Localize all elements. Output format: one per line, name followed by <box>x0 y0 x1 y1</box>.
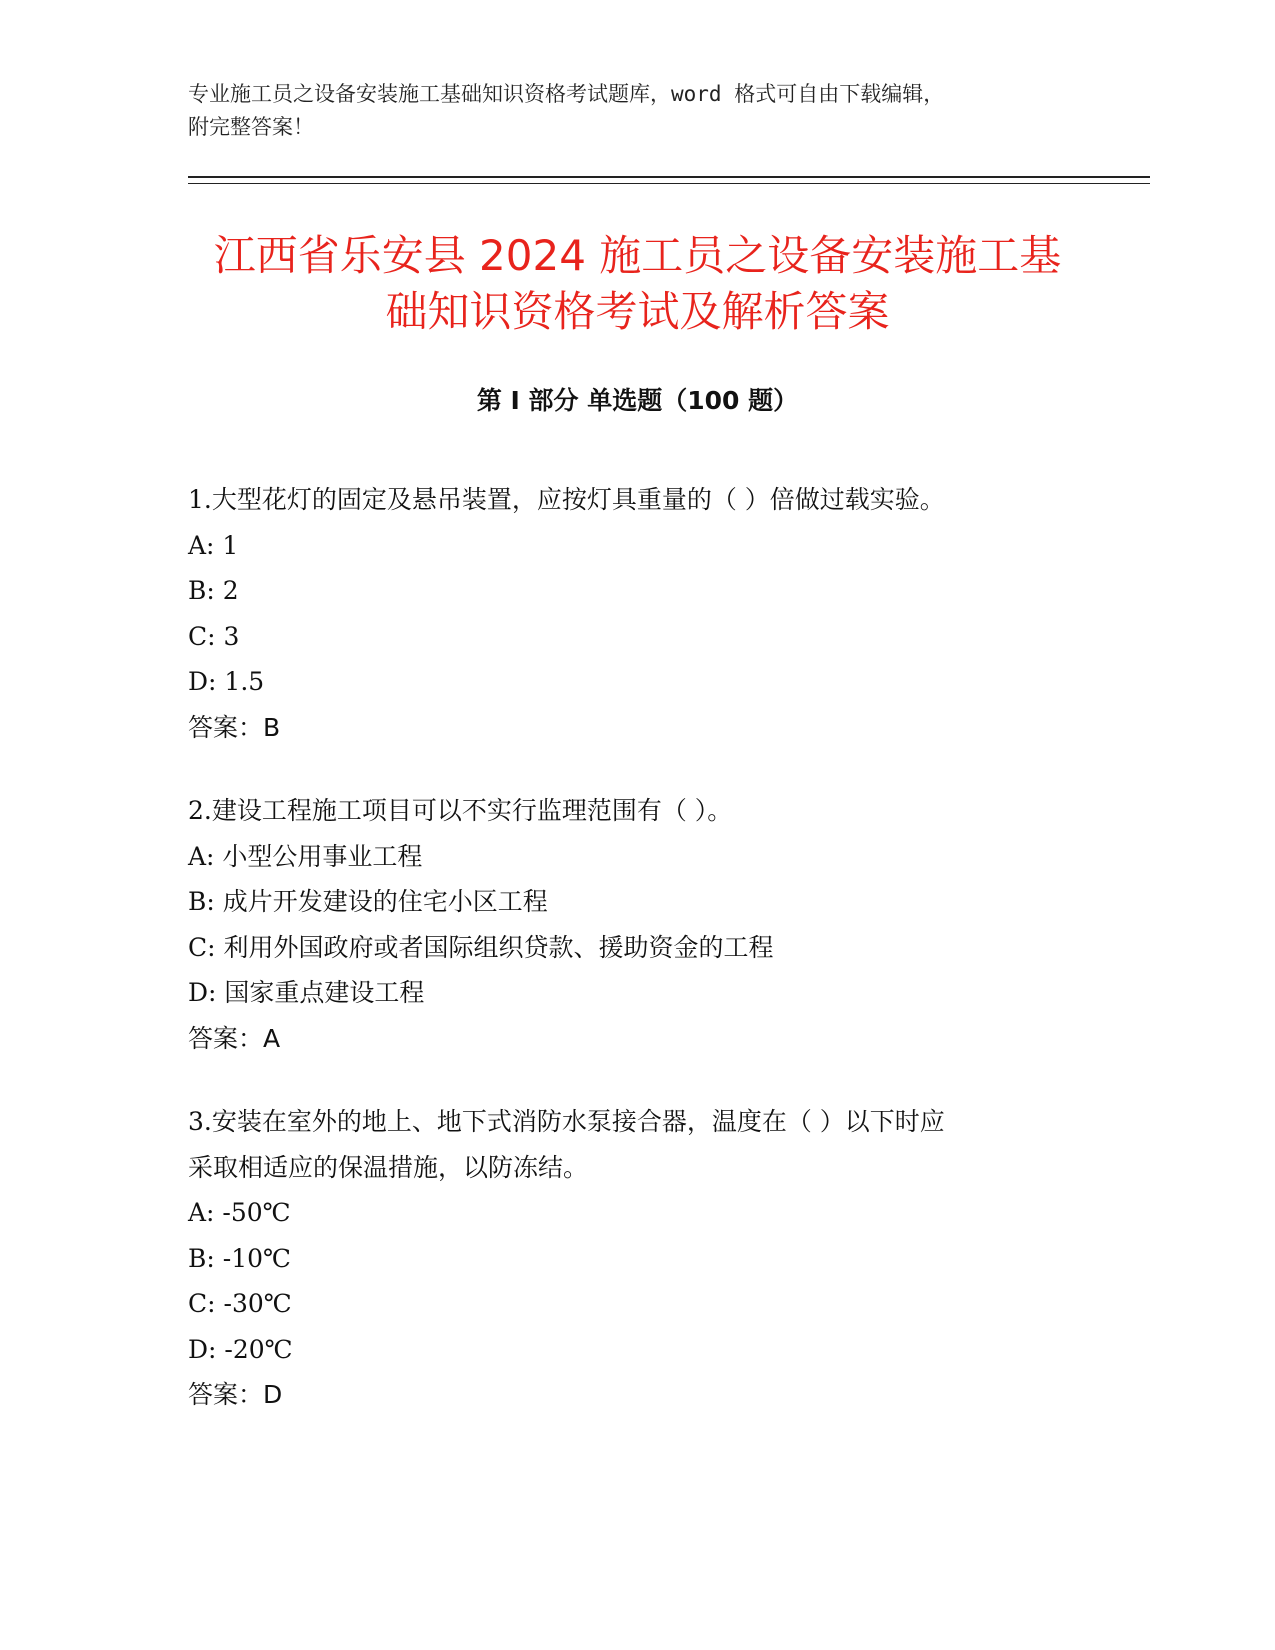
option-c: C: -30℃ <box>188 1289 292 1318</box>
question-1 <box>188 477 1088 750</box>
section-title: 第 I 部分 单选题（100 题） <box>476 386 799 415</box>
header-rule-thin <box>188 183 1150 184</box>
answer: 答案：A <box>188 1023 281 1053</box>
header-rule-thick <box>188 176 1150 178</box>
question-stem: 1.大型花灯的固定及悬吊装置，应按灯具重量的（ ）倍做过载实验。 <box>188 485 945 514</box>
question-stem: 2.建设工程施工项目可以不实行监理范围有（ ）。 <box>188 796 733 825</box>
answer: 答案：D <box>188 1380 283 1409</box>
option-a: A: 小型公用事业工程 <box>188 841 423 871</box>
question-2 <box>188 788 1088 1061</box>
option-d: D: -20℃ <box>188 1334 293 1364</box>
page-title-line2: 础知识资格考试及解析答案 <box>385 287 890 336</box>
header-note: 专业施工员之设备安装施工基础知识资格考试题库，word 格式可自由下载编辑， 附完整答案！ <box>188 82 945 139</box>
question-stem: 3.安装在室外的地上、地下式消防水泵接合器，温度在（ ）以下时应 采取相适应的保温措施，以防冻结。 <box>188 1107 945 1182</box>
option-a: A: -50℃ <box>188 1198 291 1227</box>
page-title-line1: 江西省乐安县 2024 施工员之设备安装施工基 <box>213 231 1062 280</box>
question-3 <box>188 1099 1088 1418</box>
page-title <box>175 228 1100 340</box>
option-c: C: 3 <box>188 621 240 651</box>
option-b: B: -10℃ <box>188 1243 291 1273</box>
option-b: B: 成片开发建设的住宅小区工程 <box>188 887 548 916</box>
option-b: B: 2 <box>188 576 239 605</box>
question-list <box>188 477 1088 1456</box>
option-c: C: 利用外国政府或者国际组织贷款、援助资金的工程 <box>188 932 774 962</box>
option-d: D: 1.5 <box>188 667 265 696</box>
answer: 答案：B <box>188 712 281 742</box>
option-a: A: 1 <box>188 530 239 560</box>
option-d: D: 国家重点建设工程 <box>188 978 425 1007</box>
